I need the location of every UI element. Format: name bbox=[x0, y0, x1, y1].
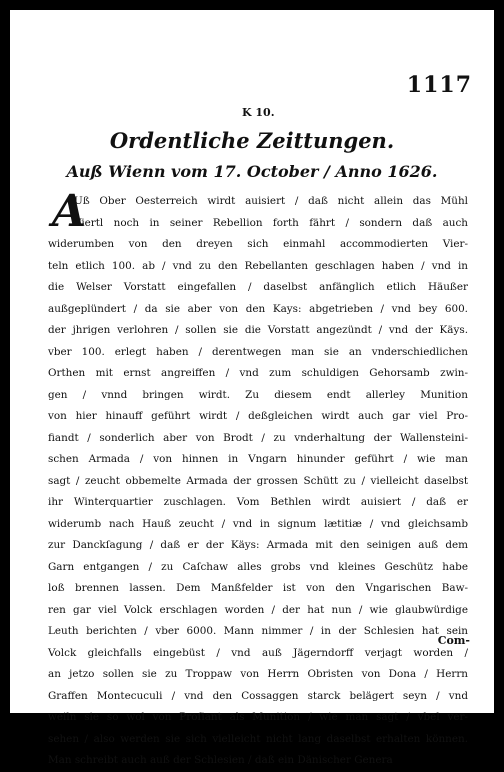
folio-number: 1117 bbox=[406, 72, 472, 98]
text-line: Graffen Montecuculi / vnd den Cossaggen starck belägert seyn / vnd bbox=[48, 689, 468, 702]
text-line: teln etlich 100. ab / vnd zu den Rebellanten geschlagen haben / vnd in bbox=[48, 259, 468, 272]
text-line: Volck gleichfalls eingebüst / vnd auß Jägerndorff verjagt worden / bbox=[48, 646, 468, 659]
text-line: weiln sie so wol von Proſiant als Munition / wie man sagt / vbel ver- bbox=[48, 711, 468, 723]
text-line: außgeplündert / da sie aber von den Kays: abgetrieben / vnd bey 600. bbox=[48, 302, 468, 315]
text-line: der jhrigen verlohren / sollen sie die Vorstatt angezündt / vnd der Käys. bbox=[48, 324, 468, 336]
text-line: Leuth berichten / vber 6000. Mann nimmer / in der Schlesien hat sein bbox=[48, 625, 468, 637]
text-line: Man schreibt auch auß der Schlesien / daß ein Dänischer Genera bbox=[48, 754, 393, 766]
text-line: Viertl noch in seiner Rebellion forth fährt / sondern daß auch bbox=[74, 216, 468, 229]
newspaper-page bbox=[10, 10, 494, 766]
text-line: von hier hinauff geführt wirdt / deßgleichen wirdt auch gar viel Pro- bbox=[48, 410, 468, 422]
drop-initial: A bbox=[52, 186, 87, 237]
text-line: gen / vnnd bringen wirdt. Zu diesem endt allerley Munition bbox=[48, 388, 468, 401]
text-line: Garn entgangen / zu Caſchaw alles grobs vnd kleines Geschütz habe bbox=[48, 560, 468, 573]
article-body bbox=[48, 186, 468, 772]
text-line: zur Danckſagung / daß er der Käys: Armada mit den seinigen auß dem bbox=[48, 539, 468, 551]
text-line: ihr Winterquartier zuschlagen. Vom Bethlen wirdt auisiert / daß er bbox=[48, 496, 468, 508]
signature-mark: K 10. bbox=[242, 106, 275, 119]
text-line: an jetzo sollen sie zu Troppaw von Herrn Obristen von Dona / Herrn bbox=[48, 668, 468, 680]
text-line: vber 100. erlegt haben / derentwegen man sie an vnderschiedlichen bbox=[48, 345, 468, 358]
text-line: widerumben von den dreyen sich einmahl accommodierten Vier- bbox=[48, 238, 468, 250]
catchword: Com- bbox=[437, 634, 470, 647]
text-line: schen Armada / von hinnen in Vngarn hinunder geführt / wie man bbox=[48, 453, 468, 465]
page-title: Ordentliche Zeittungen. bbox=[109, 128, 395, 153]
text-line: widerumb nach Hauß zeucht / vnd in signum lætitiæ / vnd gleichsamb bbox=[48, 517, 468, 530]
text-line: loß brennen lassen. Dem Manßfelder ist von den Vngarischen Baw- bbox=[48, 582, 468, 594]
text-line: Orthen mit ernst angreiffen / vnd zum schuldigen Gehorsamb zwin- bbox=[48, 367, 468, 379]
text-line: sehen / also werden sie sich vielleicht nicht lang daselbst erhalten können. bbox=[48, 732, 468, 745]
dateline: Auß Wienn vom 17. October / Anno 1626. bbox=[66, 162, 438, 181]
text-line: fiandt / sonderlich aber von Brodt / zu vnderhaltung der Wallensteini- bbox=[48, 431, 468, 444]
text-line: ren gar viel Volck erschlagen worden / der hat nun / wie glaubwürdige bbox=[48, 603, 468, 616]
text-line: die Welser Vorstatt eingefallen / daselbst anfänglich etlich Häußer bbox=[48, 281, 468, 293]
text-line: Uß Ober Oesterreich wirdt auisiert / daß nicht allein das Mühl bbox=[74, 195, 468, 207]
text-line: sagt / zeucht obbemelte Armada der grossen Schütt zu / vielleicht daselbst bbox=[48, 474, 468, 487]
